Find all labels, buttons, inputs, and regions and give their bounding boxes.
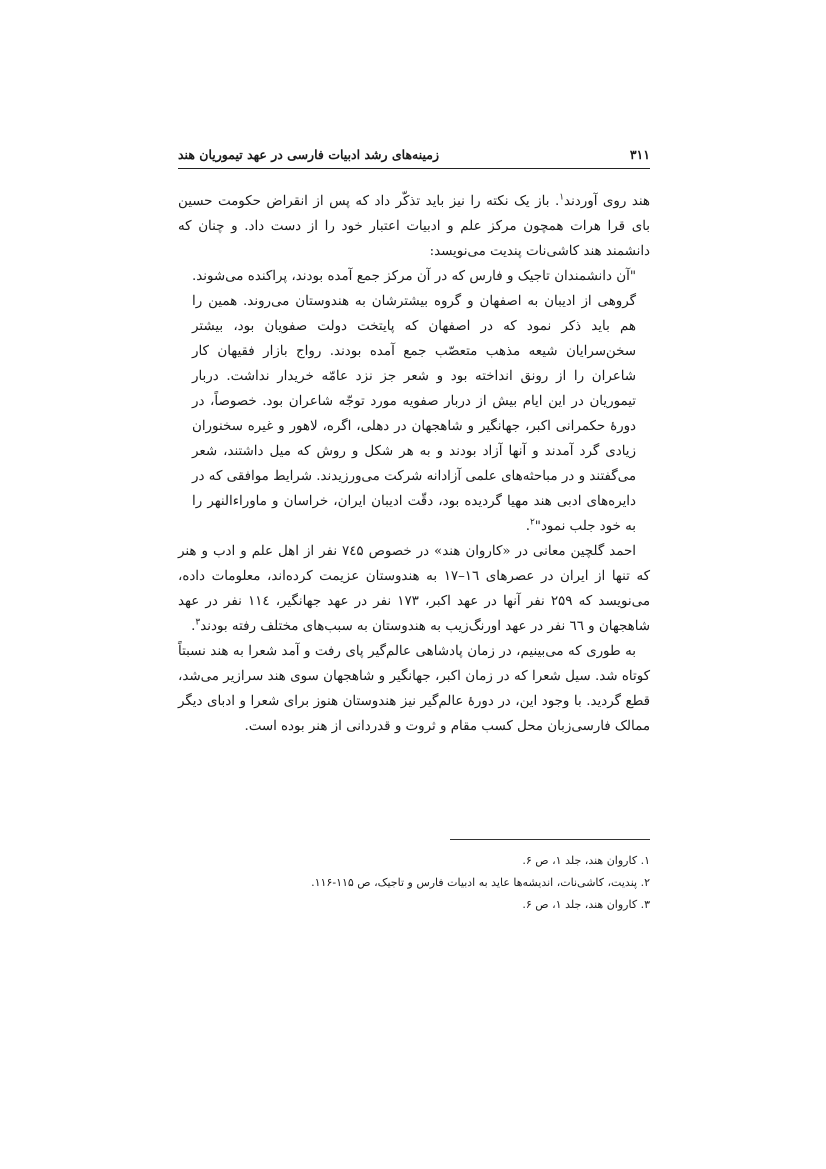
running-title: زمینه‌های رشد ادبیات فارسی در عهد تیموریان هند <box>178 146 440 162</box>
body-text <box>178 189 650 739</box>
page-number: ۳۱۱ <box>629 146 650 162</box>
page-header <box>178 142 650 166</box>
footnote-2: ۲. پندیت، کاشی‌نات، اندیشه‌ها عاید به ادبیات فارس و تاجیک، ص ۱۱۵-۱۱۶. <box>311 876 650 889</box>
footnote-ref-3: ۳ <box>195 617 201 628</box>
paragraph-2: احمد گلچین معانی در «کاروان هند» در خصوص ۷٤۵ نفر از اهل علم و ادب و هنر که تنها از ایران در عصرهای ١٦–١٧ به هندوستان عزیمت کرده‌اند، معلومات داده، می‌نویسد که ۲۵۹ نفر آنها در عهد اکبر، ١٧۳ نفر در عهد جهانگیر، ١١٤ نفر در عهد شاهجهان و ٦٦ نفر در عهد اورنگ‌زیب به هندوستان به سبب‌های مختلف رفته بودند$^۳$. <box>178 544 651 634</box>
footnote-ref-2: ۲ <box>529 517 535 528</box>
footnote-3: ۳. کاروان هند، جلد ۱، ص ۶. <box>522 898 650 911</box>
paragraph-3: به طوری که می‌بینیم، در زمان پادشاهی عالم‌گیر پای رفت و آمد شعرا به هند نسبتاً کوتاه شد. سیل شعرا که در زمان اکبر، جهانگیر و شاهجهان سوی هند سرازیر می‌شد، قطع گردید. با وجود این، در دورهٔ عالم‌گیر نیز هندوستان هنوز برای شعرا و ادبای دیگر ممالک فارسی‌زبان محل کسب مقام و ثروت و قدردانی از هنر بوده است. <box>178 644 650 734</box>
paragraph-1: هند روی آوردند$^۱$. باز یک نکته را نیز باید تذکّر داد که پس از انقراض حکومت حسین بای قرا هرات همچون مرکز علم و ادبیات اعتبار خود را از دست داد. و چنان که دانشمند هند کاشی‌نات پندیت می‌نویسد: <box>178 192 650 259</box>
block-quote: "آن دانشمندان تاجیک و فارس که در آن مرکز جمع آمده بودند، پراکنده می‌شوند. گروهی از ادیبان به اصفهان و گروه بیشترشان به هندوستان می‌روند. همین را هم باید ذکر نمود که در اصفهان که پایتخت دولت صفویان بود، بیشتر سخن‌سرایان شیعه مذهب متعصّب جمع آمده بودند. رواج بازار فقیهان کار شاعران را از رونق انداخته بود و شعر جز نزد عامّه خریدار نداشت. دربار تیموریان در این ایام بیش از دربار صفویه مورد توجّه شاعران بود. خصوصاً، در دورهٔ حکمرانی اکبر، جهانگیر و شاهجهان در دهلی، اگره، لاهور و غیره سخنوران زیادی گرد آمدند و آنها آزاد بودند و به هر شکل و روش که میل داشتند، شعر می‌گفتند و در مباحثه‌های علمی آزادانه شرکت می‌ورزیدند. شرایط موافقی که در دایره‌های ادبی هند مهیا گردیده بود، دقّت ادیبان ایران، خراسان و ماوراءالنهر را به خود جلب نمود"$^۲$. <box>192 269 636 534</box>
header-rule <box>178 168 650 169</box>
footnotes <box>178 850 650 916</box>
footnote-1: ۱. کاروان هند، جلد ۱، ص ۶. <box>522 854 650 867</box>
footnote-ref-1: ۱ <box>559 192 565 203</box>
footnote-rule <box>450 839 650 840</box>
